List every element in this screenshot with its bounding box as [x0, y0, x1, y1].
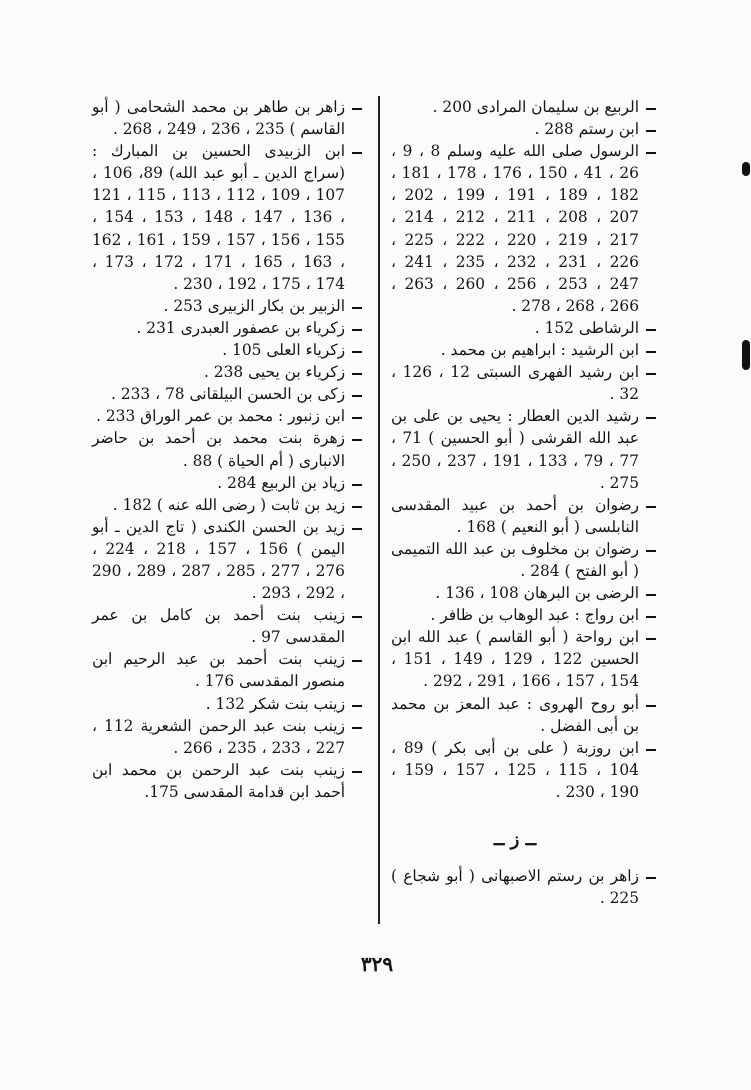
index-entry: زاهر بن طاهر بن محمد الشحامى ( أبو القاسم ) 235 ، 236 ، 249 ، 268 . [92, 96, 363, 140]
section-heading: ــ ز ــ [493, 829, 537, 850]
index-entry: زينب بنت أحمد بن كامل بن عمر المقدسى 97 . [92, 604, 363, 648]
index-entry: الرشاطى 152 . [391, 317, 657, 339]
index-entry: ابن زنبور : محمد بن عمر الوراق 233 . [92, 405, 363, 427]
index-entry: زيد بن ثابت ( رضى الله عنه ) 182 . [92, 494, 363, 516]
right-column [391, 96, 657, 909]
index-entry: زكرياء العلى 105 . [92, 339, 363, 361]
index-entry: زينب بنت عبد الرحمن الشعرية 112 ، 227 ، 233 ، 235 ، 266 . [92, 715, 363, 759]
index-entry: ابن الزبيدى الحسين بن المبارك : (سراج الدين ـ أبو عبد الله) 89، 106 ، 107 ، 109 ، 112 ، 113 ، 115 ، 121 ، 136 ، 147 ، 148 ، 153 ، 154 ، 155 ، 156 ، 157 ، 159 ، 161 ، 162 ، 163 ، 165 ، 171 ، 172 ، 173 ، 174 ، 175 ، 192 ، 230 . [92, 140, 363, 295]
index-entry: ابن رواج : عبد الوهاب بن ظافر . [391, 604, 657, 626]
edge-mark [742, 162, 750, 176]
index-entry: زياد بن الربيع 284 . [92, 472, 363, 494]
index-entry: ابن رشيد الفهرى السبتى 12 ، 126 ، 32 . [391, 361, 657, 405]
index-entry: زينب بنت أحمد بن عبد الرحيم ابن منصور المقدسى 176 . [92, 648, 363, 692]
index-entry: زهرة بنت محمد بن أحمد بن حاضر الانبارى ( أم الحياة ) 88 . [92, 427, 363, 471]
index-entry: الزبير بن بكار الزبيرى 253 . [92, 295, 363, 317]
index-entry: الرسول صلى الله عليه وسلم 8 ، 9 ، 26 ، 41 ، 150 ، 176 ، 178 ، 181 ، 182 ، 189 ، 191 ، 199 ، 202 ، 207 ، 208 ، 211 ، 212 ، 214 ، 217 ، 219 ، 220 ، 222 ، 225 ، 226 ، 231 ، 232 ، 235 ، 241 ، 247 ، 253 ، 256 ، 260 ، 263 ، 266 ، 268 ، 278 . [391, 140, 657, 317]
index-entry: زاهر بن رستم الاصبهانى ( أبو شجاع ) 225 . [391, 865, 657, 909]
index-entry: أبو روح الهروى : عبد المعز بن محمد بن أبى الفضل . [391, 693, 657, 737]
index-entry: زينب بنت عبد الرحمن بن محمد ابن أحمد ابن قدامة المقدسى 175. [92, 759, 363, 803]
index-entry: رشيد الدين العطار : يحيى بن على بن عبد الله القرشى ( أبو الحسين ) 71 ، 77 ، 79 ، 133 ، 191 ، 237 ، 250 ، 275 . [391, 405, 657, 493]
index-entry: زيد بن الحسن الكندى ( تاج الدين ـ أبو اليمن ) 156 ، 157 ، 218 ، 224 ، 276 ، 277 ، 285 ، 287 ، 289 ، 290 ، 292 ، 293 . [92, 516, 363, 604]
index-entry: زكرياء بن عصفور العبدرى 231 . [92, 317, 363, 339]
index-entry: رضوان بن مخلوف بن عبد الله التميمى ( أبو الفتح ) 284 . [391, 538, 657, 582]
page-number: ٣٢٩ [360, 952, 394, 976]
index-entry: ابن الرشيد : ابراهيم بن محمد . [391, 339, 657, 361]
index-entry: ابن رواحة ( أبو القاسم ) عبد الله ابن الحسين 122 ، 129 ، 149 ، 151 ، 154 ، 157 ، 166 ، 291 ، 292 . [391, 626, 657, 692]
index-entry: زكرياء بن يحيى 238 . [92, 361, 363, 383]
index-entry: الرضى بن البرهان 108 ، 136 . [391, 582, 657, 604]
index-entry: ابن روزبة ( على بن أبى بكر ) 89 ، 104 ، 115 ، 125 ، 157 ، 159 ، 190 ، 230 . [391, 737, 657, 803]
column-divider [378, 96, 380, 924]
left-column [92, 96, 363, 803]
edge-mark [742, 340, 750, 370]
index-entry: زكى بن الحسن البيلقانى 78 ، 233 . [92, 383, 363, 405]
index-entry: ابن رستم 288 . [391, 118, 657, 140]
index-entry: الربيع بن سليمان المرادى 200 . [391, 96, 657, 118]
index-entry: زينب بنت شكر 132 . [92, 693, 363, 715]
index-entry: رضوان بن أحمد بن عبيد المقدسى النابلسى ( أبو النعيم ) 168 . [391, 494, 657, 538]
